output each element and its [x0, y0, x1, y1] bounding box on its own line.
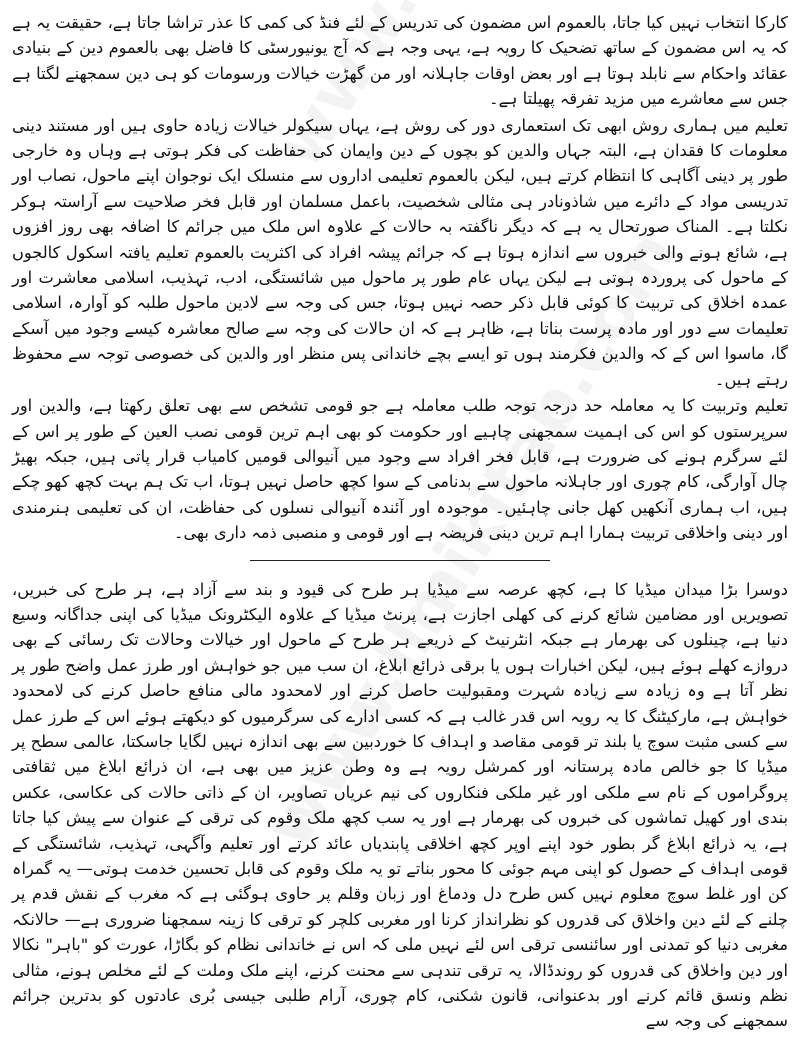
- paragraph-education-2: تعلیم میں ہماری روش ابھی تک استعماری دور کی روش ہے، یہاں سیکولر خیالات زیادہ حاوی ہیں اور مستند دینی معلومات کا فقدان ہے، البتہ جہاں والدین کو بچوں کے دین وایمان کی حفاظت کی فکر ہوتی ہے وہاں وہ خارجی طور پر دینی آگاہی کا انتظام کرتے ہیں، لیکن بالعموم تعلیمی اداروں سے منسلک ایک نوجوان اپنے ماحول، نصاب اور تدریسی مواد کے دائرے میں شاذونادر ہی مثالی شخصیت، باعمل مسلمان اور قابل فخر صلاحیت سے آراستہ ہوکر نکلتا ہے۔ المناک صورتحال یہ ہے کہ دیگر ناگفتہ بہ حالات کے علاوہ اس ملک میں جرائم کا اضافہ بھی روز افزوں ہے، شائع ہونے والی خبروں سے اندازہ ہوتا ہے کہ جرائم پیشہ افراد کی اکثریت بالعموم تعلیم یافتہ اسکول کالجوں کے ماحول کی پروردہ ہوتی ہے لیکن یہاں عام طور پر ماحول میں شائستگی، ادب، تہذیب، اسلامی معاشرت اور عمدہ اخلاق کی تربیت کا کوئی قابل ذکر حصہ نہیں ہوتا، جس کی وجہ سے لادین ماحول طلبہ کو آوارہ، اسلامی تعلیمات سے دور اور مادہ پرست بناتا ہے، ظاہر ہے کہ ان حالات کی وجہ سے صالح معاشرہ کیسے وجود میں آسکے گا، ماسوا اس کے کہ والدین فکرمند ہوں تو ایسے بچے خاندانی پس منظر اور والدین کی خصوصی توجہ سے محفوظ رہتے ہیں۔: [12, 115, 788, 389]
- section-media: [12, 577, 788, 1034]
- paragraph-media-1: دوسرا بڑا میدان میڈیا کا ہے، کچھ عرصہ سے میڈیا ہر طرح کی قیود و بند سے آزاد ہے، ہر طرح کی خبریں، تصویریں اور مضامین شائع کرنے کی کھلی اجازت ہے، پرنٹ میڈیا کے علاوہ الیکٹرونک میڈیا کی اپنی جداگانہ وسیع دنیا ہے، چینلوں کی بھرمار ہے جبکہ انٹرنیٹ کے ذریعے ہر طرح کے ماحول اور خیالات وحالات تک رسائی کے بھی دروازے کھلے ہوئے ہیں، لیکن اخبارات ہوں یا برقی ذرائع ابلاغ، ان سب میں جو خواہش اور طرز عمل واضح طور پر نظر آتا ہے وہ زیادہ سے زیادہ شہرت ومقبولیت حاصل کرنے اور لامحدود مالی منافع حاصل کرنے کی لامحدود خواہش ہے، مارکیٹنگ کا یہ رویہ اس قدر غالب ہے کہ کسی ادارے کی سرگرمیوں کو دیکھتے ہوئے اس کے طرز عمل سے کسی مثبت سوچ یا بلند تر قومی مقاصد و اہداف کا خوردبین سے بھی اندازہ نہیں لگایا جاسکتا، عالمی سطح پر میڈیا کا جو خالص مادہ پرستانہ اور کمرشل رویہ ہے وہ وطن عزیز میں بھی ہے، ان ذرائع ابلاغ میں ثقافتی پروگراموں کے نام سے ملکی اور غیر ملکی فنکاروں کی نیم عریاں تصاویر، ان کے ذاتی حالات کی عکاسی، عکس بندی اور کھیل تماشوں کی خبروں کی بھرمار ہے اور یہ سب کچھ ملک وقوم کی ترقی کے عنوان سے پیش کیا جاتا ہے، یہ ذرائع ابلاغ گر بطور خود اپنے اوپر کچھ اخلاقی پابندیاں عائد کرتے اور تعلیم وآگہی، تہذیب، شائستگی کے قومی اہداف کے حصول کو اپنی مہم جوئی کا محور بناتے تو یہ ملک وقوم کی قابل تحسین خدمت ہوتی— یہ گمراہ کن اور غلط سوچ معلوم نہیں کس طرح دل ودماغ اور زبان وقلم پر حاوی ہوگئی ہے کہ مغرب کے نقش قدم پر چلنے کے لئے دین واخلاق کی قدروں کو نظرانداز کرنا اور مغربی کلچر کو ترقی کا زینہ سمجھنا ضروری ہے— حالانکہ مغربی دنیا کو تمدنی اور سائنسی ترقی اس لئے نہیں ملی کہ اس نے خاندانی نظام کو بگاڑا، عورت کو "باہر" نکالا اور دین واخلاق کی قدروں کو روندڈالا، یہ ترقی تندہی سے محنت کرنے، اپنے ملک وملت کے لئے مخلص ہونے، مثالی نظم ونسق قائم کرنے اور بدعنوانی، قانون شکنی، کام چوری، آرام طلبی جیسی بُری عادتوں کو بدترین جرائم سمجھنے کی وجہ سے: [12, 579, 788, 1031]
- paragraph-education-3: تعلیم وتربیت کا یہ معاملہ حد درجہ توجہ طلب معاملہ ہے جو قومی تشخص سے بھی تعلق رکھتا ہے، والدین اور سرپرستوں کو اس کی اہمیت سمجھنی چاہیے اور حکومت کو بھی اہم ترین قومی نصب العین کے طور پر اس کے لئے سرگرم ہونے کی ضرورت ہے، قابل فخر افراد سے وجود میں آنیوالی قومیں کامیاب قرار پاتی ہیں، جبکہ بھیڑ چال آوارگی، کام چوری اور جاہلانہ ماحول سے بدنامی کے سوا کچھ حاصل نہیں ہوتا، اب تک ہم بہت کچھ کھو چکے ہیں، اب ہماری آنکھیں کھل جانی چاہئیں۔ موجودہ اور آئندہ آنیوالی نسلوں کی حفاظت، ان کی تعلیمی ہنرمندی اور دینی واخلاقی تربیت ہمارا اہم ترین دینی فریضہ ہے اور قومی و منصبی ذمہ داری بھی۔: [12, 396, 788, 543]
- section-education: [12, 10, 788, 546]
- paragraph-education-1: کارکا انتخاب نہیں کیا جاتا، بالعموم اس مضمون کی تدریس کے لئے فنڈ کی کمی کا عذر تراشا جاتا ہے، حقیقت یہ ہے کہ یہ اس مضمون کے ساتھ تضحیک کا رویہ ہے، یہی وجہ ہے کہ آج یونیورسٹی کا فاضل بھی بالعموم دین کے بنیادی عقائد واحکام سے نابلد ہوتا ہے اور بعض اوقات جاہلانہ اور من گھڑت خیالات ورسومات کو ہی دین سمجھنے لگتا ہے جس سے معاشرے میں مزید تفرقہ پھیلتا ہے۔: [12, 13, 788, 109]
- section-divider: [250, 560, 550, 561]
